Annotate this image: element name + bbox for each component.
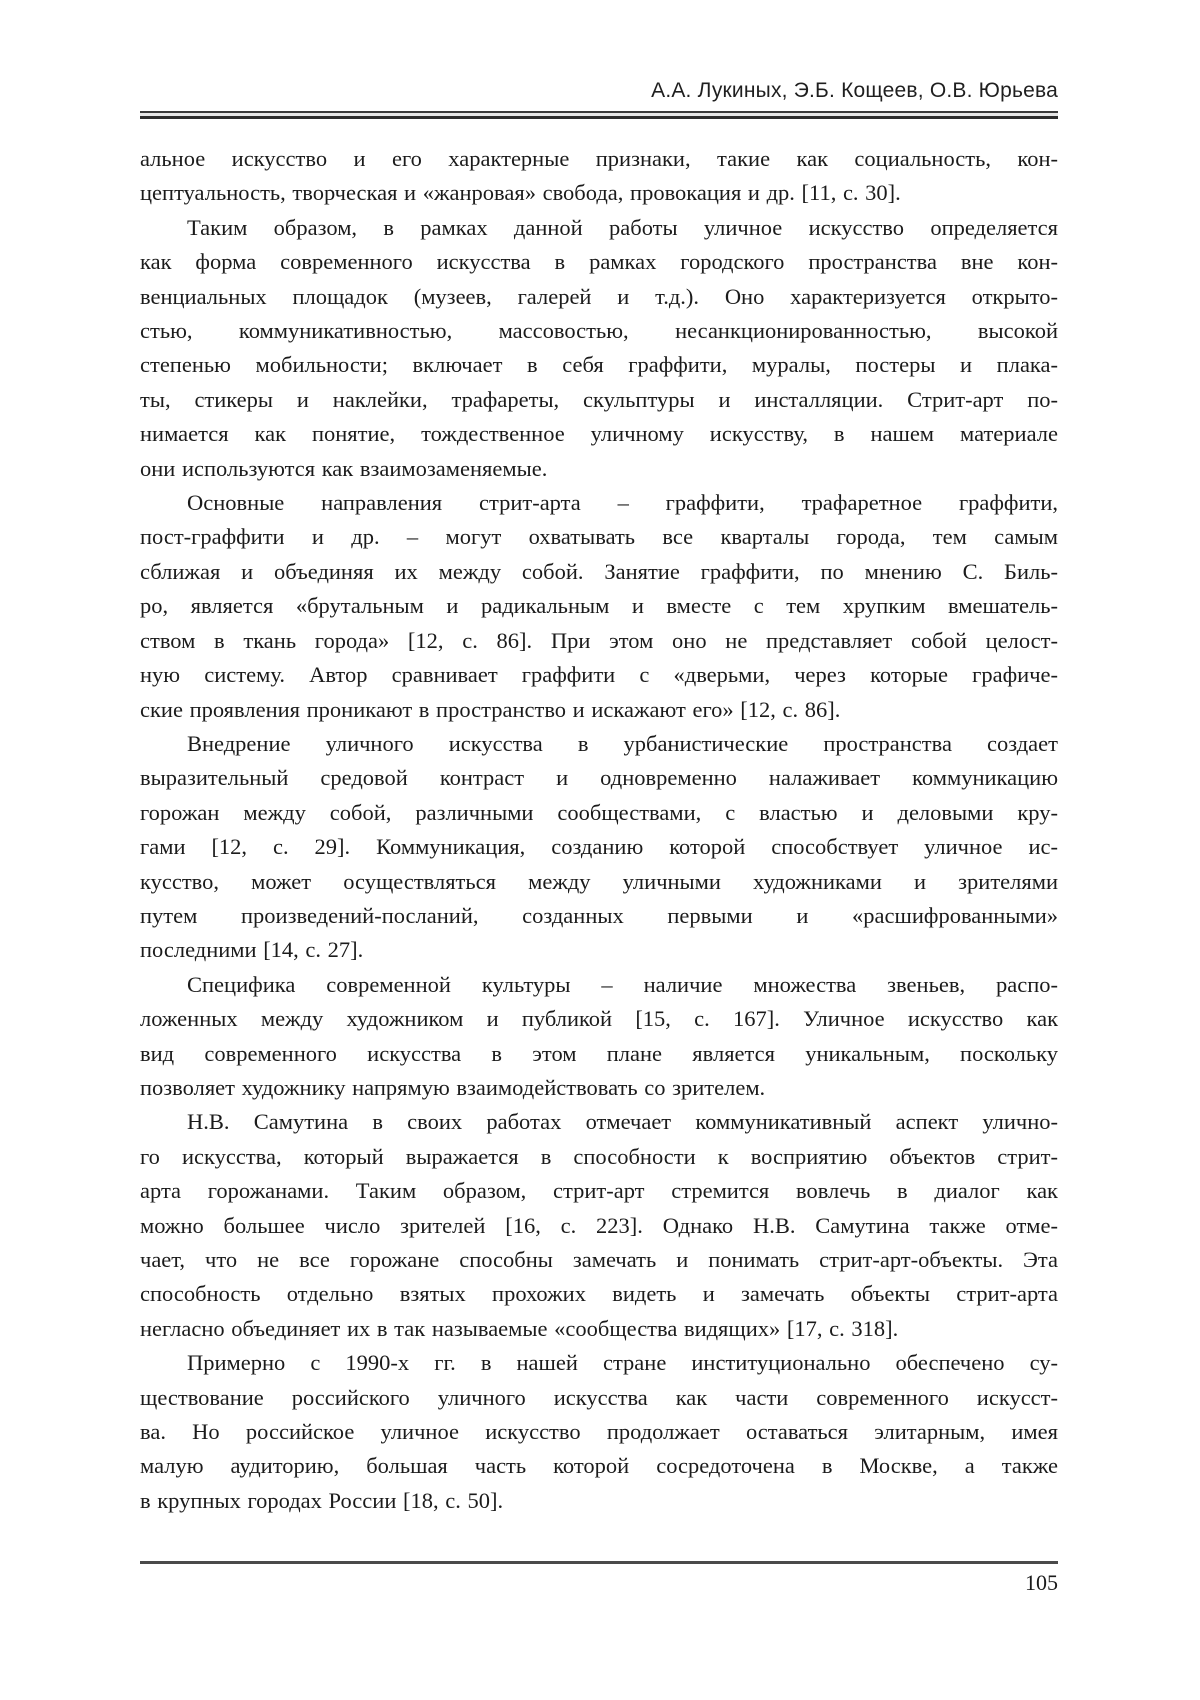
text-line: в крупных городах России [18, с. 50]. xyxy=(140,1487,504,1513)
header-authors: А.А. Лукиных, Э.Б. Кощеев, О.В. Юрьева xyxy=(651,79,1058,102)
text-line: нимается как понятие, тождественное уличному искусству, в нашем материале xyxy=(140,421,1058,447)
paragraph xyxy=(140,727,1058,968)
page-footer xyxy=(140,1561,1058,1596)
text-line: стью, коммуникативностью, массовостью, несанкционированностью, высокой xyxy=(140,318,1058,344)
text-line: го искусства, который выражается в способности к восприятию объектов стрит- xyxy=(140,1143,1058,1169)
footer-rule xyxy=(140,1561,1058,1564)
text-line: способность отдельно взятых прохожих видеть и замечать объекты стрит-арта xyxy=(140,1281,1058,1307)
text-line: позволяет художнику напрямую взаимодействовать со зрителем. xyxy=(140,1074,766,1100)
text-line: можно большее число зрителей [16, с. 223]. Однако Н.В. Самутина также отме- xyxy=(140,1212,1058,1238)
text-line: Примерно с 1990-х гг. в нашей стране институционально обеспечено су- xyxy=(187,1350,1058,1376)
text-line: цептуальность, творческая и «жанровая» свобода, провокация и др. [11, с. 30]. xyxy=(140,180,901,206)
text-line: ро, является «брутальным и радикальным и вместе с тем хрупким вмешатель- xyxy=(140,593,1058,619)
text-line: степенью мобильности; включает в себя граффити, муралы, постеры и плака- xyxy=(140,352,1058,378)
text-line: как форма современного искусства в рамках городского пространства вне кон- xyxy=(140,249,1058,275)
text-line: ществование российского уличного искусства как части современного искусст- xyxy=(140,1384,1058,1410)
text-line: ную систему. Автор сравнивает граффити с «дверьми, через которые графиче- xyxy=(140,662,1058,688)
text-line: арта горожанами. Таким образом, стрит-арт стремится вовлечь в диалог как xyxy=(140,1178,1058,1204)
text-line: ством в ткань города» [12, с. 86]. При этом оно не представляет собой целост- xyxy=(140,627,1058,653)
text-line: Специфика современной культуры – наличие множества звеньев, распо- xyxy=(187,971,1058,997)
header-rule xyxy=(140,111,1058,119)
text-line: ты, стикеры и наклейки, трафареты, скульптуры и инсталляции. Стрит-арт по- xyxy=(140,386,1058,412)
text-line: ва. Но российское уличное искусство продолжает оставаться элитарным, имея xyxy=(140,1419,1058,1445)
text-line: Основные направления стрит-арта – граффити, трафаретное граффити, xyxy=(187,490,1058,516)
text-line: Внедрение уличного искусства в урбанистические пространства создает xyxy=(187,730,1058,756)
text-line: ложенных между художником и публикой [15, с. 167]. Уличное искусство как xyxy=(140,1006,1058,1032)
text-line: сближая и объединяя их между собой. Занятие граффити, по мнению С. Биль- xyxy=(140,558,1058,584)
paragraph xyxy=(140,1105,1058,1346)
text-line: они используются как взаимозаменяемые. xyxy=(140,455,548,481)
text-line: ские проявления проникают в пространство и искажают его» [12, с. 86]. xyxy=(140,696,841,722)
text-line: горожан между собой, различными сообществами, с властью и деловыми кру- xyxy=(140,799,1058,825)
text-line: вид современного искусства в этом плане является уникальным, поскольку xyxy=(140,1040,1058,1066)
text-line: негласно объединяет их в так называемые «сообщества видящих» [17, с. 318]. xyxy=(140,1315,899,1341)
running-header xyxy=(140,78,1058,119)
paragraph xyxy=(140,211,1058,486)
text-line: венциальных площадок (музеев, галерей и т.д.). Оно характеризуется открыто- xyxy=(140,283,1058,309)
page-number: 105 xyxy=(1025,1570,1058,1595)
text-line: чает, что не все горожане способны замечать и понимать стрит-арт-объекты. Эта xyxy=(140,1247,1058,1272)
text-line: Н.В. Самутина в своих работах отмечает коммуникативный аспект улично- xyxy=(187,1109,1058,1135)
paragraph xyxy=(140,486,1058,727)
text-line: путем произведений-посланий, созданных первыми и «расшифрованными» xyxy=(140,902,1058,928)
text-line: гами [12, с. 29]. Коммуникация, созданию которой способствует уличное ис- xyxy=(140,834,1058,860)
text-line: кусство, может осуществляться между уличными художниками и зрителями xyxy=(140,868,1058,894)
paragraph xyxy=(140,142,1058,211)
text-line: малую аудиторию, большая часть которой сосредоточена в Москве, а также xyxy=(140,1453,1058,1479)
paragraph xyxy=(140,1346,1058,1518)
text-line: Таким образом, в рамках данной работы уличное искусство определяется xyxy=(187,214,1058,240)
text-line: последними [14, с. 27]. xyxy=(140,937,364,963)
text-line: выразительный средовой контраст и одновременно налаживает коммуникацию xyxy=(140,765,1058,791)
body-text xyxy=(140,142,1058,1518)
text-line: пост-граффити и др. – могут охватывать все кварталы города, тем самым xyxy=(140,524,1058,550)
text-line: альное искусство и его характерные признаки, такие как социальность, кон- xyxy=(140,146,1058,171)
paragraph xyxy=(140,968,1058,1106)
